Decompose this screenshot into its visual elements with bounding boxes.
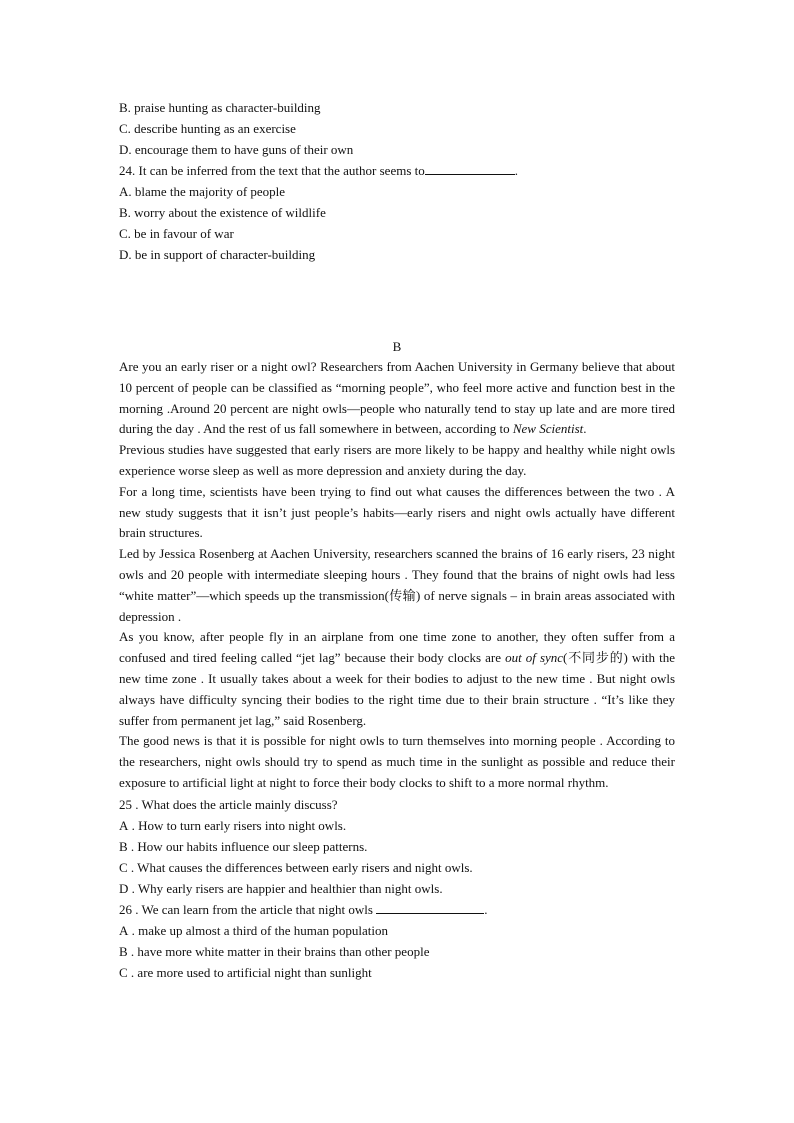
- answer-blank: [376, 899, 484, 914]
- source-name: New Scientist: [512, 421, 584, 437]
- q26-stem: [119, 899, 675, 920]
- passage-b-title: B: [392, 339, 402, 354]
- passage-b-paragraph-4: Led by Jessica Rosenberg at Aachen University, researchers scanned the brains of 16 early risers, 23 night owls and 20 people with intermediate sleeping hours . They found that the brains of night owls had less “white matter”—which speeds up the transmission(传输) of nerve signals – in brain areas associated with depression .: [119, 546, 675, 624]
- q25-option-b: B . How our habits influence our sleep patterns.: [119, 838, 368, 854]
- q25-option-c: C . What causes the differences between early risers and night owls.: [119, 859, 473, 875]
- q24-option-b: B. worry about the existence of wildlife: [119, 205, 326, 220]
- paragraph-1-end: .: [583, 421, 587, 437]
- q26-stem-text: 26 . We can learn from the article that night owls: [119, 901, 373, 917]
- q23-option-b: B. praise hunting as character-building: [119, 100, 321, 115]
- q25-option-a: A . How to turn early risers into night owls.: [119, 817, 347, 833]
- passage-b-paragraph-1: [119, 357, 675, 440]
- document-page: [119, 97, 675, 983]
- passage-b-paragraph-6: The good news is that it is possible for night owls to turn themselves into morning people . According to the researchers, night owls should try to spend as much time in the sunlight as possible and reduce their exposure to artificial light at night to force their body clocks to shift to a more normal rhythm.: [119, 733, 675, 790]
- paragraph-5-text-b: (不同步的) with the new time zone . It usually takes about a week for their bodies to adjust to the new time . But night owls always have difficulty syncing their bodies to the right time due to their brain structure . “It’s like they suffer from permanent jet lag,” said Rosenberg.: [119, 650, 676, 728]
- q25-stem: 25 . What does the article mainly discuss?: [119, 796, 338, 812]
- q24-stem: [119, 160, 675, 181]
- q24-option-d: D. be in support of character-building: [119, 247, 316, 262]
- paragraph-5-text-a: As you know, after people fly in an airplane from one time zone to another, they often suffer from a confused and tired feeling called “jet lag” because their body clocks are: [119, 629, 675, 666]
- q24-stem-end: .: [514, 163, 519, 178]
- q25-option-d: D . Why early risers are happier and healthier than night owls.: [119, 880, 443, 896]
- passage-b-paragraph-3: For a long time, scientists have been trying to find out what causes the differences between the two . A new study suggests that it isn’t just people’s habits—early risers and night owls actually have different brain structures.: [119, 483, 675, 541]
- paragraph-1-text: Are you an early riser or a night owl? Researchers from Aachen University in Germany believe that about 10 percent of people can be classified as “morning people”, who feel more active and function best in the morning .Around 20 percent are night owls—people who naturally tend to stay up late and are more tired during the day . And the rest of us fall somewhere in between, according to: [119, 359, 675, 437]
- section-gap: [119, 265, 675, 328]
- q24-option-a: A. blame the majority of people: [119, 184, 286, 199]
- answer-blank: [425, 160, 515, 175]
- q26-option-a: A . make up almost a third of the human population: [119, 922, 388, 938]
- term-out-of-sync: out of sync: [505, 650, 564, 666]
- q23-option-d: D. encourage them to have guns of their own: [119, 142, 354, 157]
- q24-stem-text: 24. It can be inferred from the text that the author seems to: [119, 163, 425, 178]
- q26-option-c: C . are more used to artificial night than sunlight: [119, 964, 372, 980]
- q26-option-b: B . have more white matter in their brains than other people: [119, 943, 430, 959]
- q24-option-c: C. be in favour of war: [119, 226, 234, 241]
- passage-b-paragraph-5: [119, 627, 675, 731]
- passage-b-paragraph-2: Previous studies have suggested that early risers are more likely to be happy and healthy while night owls experience worse sleep as well as more depression and anxiety during the day.: [119, 442, 675, 478]
- q23-option-c: C. describe hunting as an exercise: [119, 121, 296, 136]
- q26-stem-end: .: [484, 901, 488, 917]
